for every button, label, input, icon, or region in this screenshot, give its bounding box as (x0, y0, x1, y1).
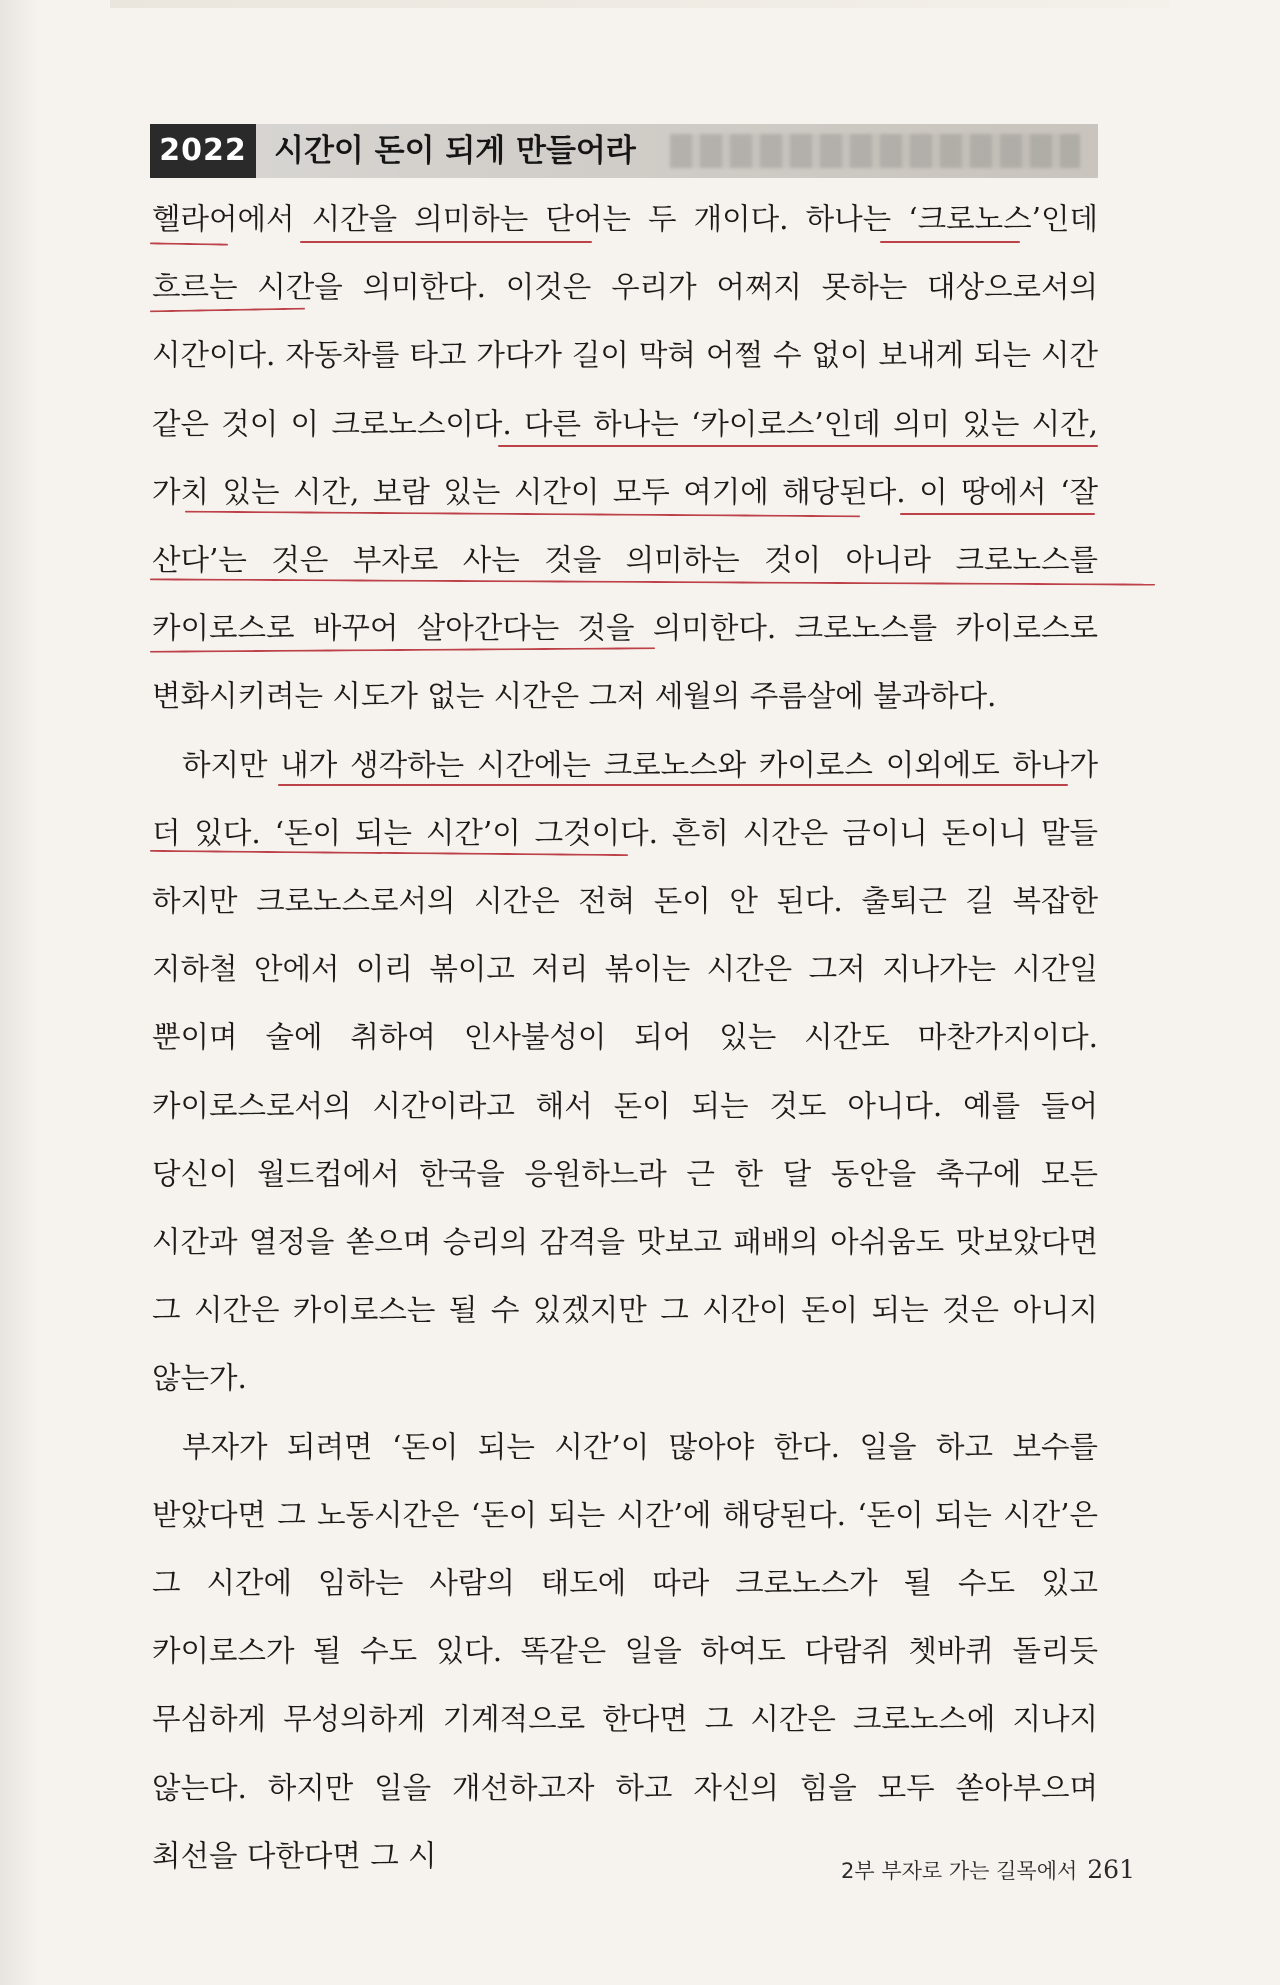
body-text (152, 185, 1098, 1890)
ink-underline (880, 241, 1020, 243)
page-shadow (0, 0, 40, 1985)
ink-underline (278, 784, 1068, 786)
ink-underline (498, 445, 1098, 447)
paragraph-2: 하지만 내가 생각하는 시간에는 크로노스와 카이로스 이외에도 하나가 더 있다. ‘돈이 되는 시간’이 그것이다. 흔히 시간은 금이니 돈이니 말들 하지만 크로노스로서의 시간은 전혀 돈이 안 된다. 출퇴근 길 복잡한 지하철 안에서 이리 볶이고 저리 볶이는 시간은 그저 지나가는 시간일 뿐이며 술에 취하여 인사불성이 되어 있는 시간도 마찬가지이다. 카이로스로서의 시간이라고 해서 돈이 되는 것도 아니다. 예를 들어 당신이 월드컵에서 한국을 응원하느라 근 한 달 동안을 축구에 모든 시간과 열정을 쏟으며 승리의 감격을 맛보고 패배의 아쉬움도 맛보았다면 그 시간은 카이로스는 될 수 있겠지만 그 시간이 돈이 되는 것은 아니지 않는가. (152, 747, 1098, 1396)
bleed-through-text (670, 134, 1080, 168)
page-number: 261 (1087, 1855, 1135, 1884)
paragraph-1: 헬라어에서 시간을 의미하는 단어는 두 개이다. 하나는 ‘크로노스’인데 흐르는 시간을 의미한다. 이것은 우리가 어쩌지 못하는 대상으로서의 시간이다. 자동차를 타고 가다가 길이 막혀 어쩔 수 없이 보내게 되는 시간 같은 것이 이 크로노스이다. 다른 하나는 ‘카이로스’인데 의미 있는 시간, 가치 있는 시간, 보람 있는 시간이 모두 여기에 해당된다. 이 땅에서 ‘잘 산다’는 것은 부자로 사는 것을 의미하는 것이 아니라 크로노스를 카이로스로 바꾸어 살아간다는 것을 의미한다. 크로노스를 카이로스로 변화시키려는 시도가 없는 시간은 그저 세월의 주름살에 불과하다. (152, 202, 1098, 714)
year-badge: 2022 (150, 124, 256, 178)
ink-underline (300, 241, 592, 243)
paragraph-3: 부자가 되려면 ‘돈이 되는 시간’이 많아야 한다. 일을 하고 보수를 받았다면 그 노동시간은 ‘돈이 되는 시간’에 해당된다. ‘돈이 되는 시간’은 그 시간에 임하는 사람의 태도에 따라 크로노스가 될 수도 있고 카이로스가 될 수도 있다. 똑같은 일을 하여도 다람쥐 쳇바퀴 돌리듯 무심하게 무성의하게 기계적으로 한다면 그 시간은 크로노스에 지나지 않는다. 하지만 일을 개선하고자 하고 자신의 힘을 모두 쏟아부으며 최선을 다한다면 그 시 (152, 1429, 1098, 1873)
ink-underline (900, 513, 1095, 515)
section-header (150, 124, 1098, 178)
page-footer (841, 1855, 1135, 1885)
footer-section: 2부 부자로 가는 길목에서 (841, 1859, 1078, 1883)
top-bleed-through (110, 0, 1170, 8)
section-title: 시간이 돈이 되게 만들어라 (274, 133, 636, 169)
